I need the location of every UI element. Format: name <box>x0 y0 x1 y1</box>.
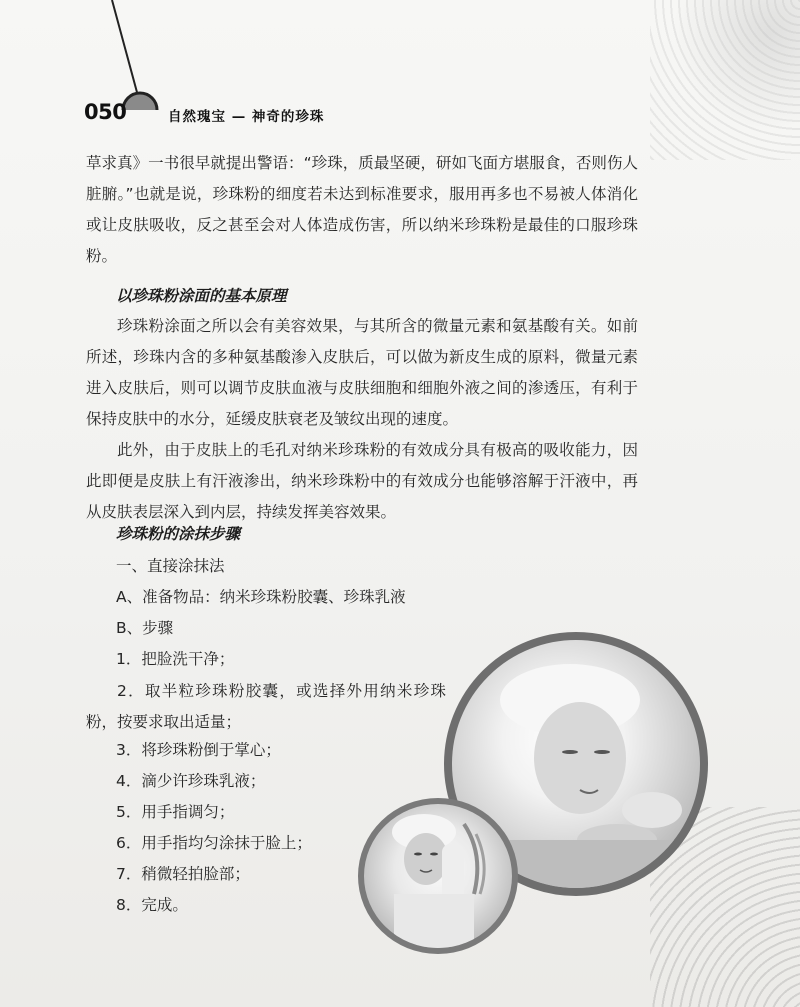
intro-paragraph: 草求真》一书很早就提出警语：“珍珠，质最坚硬，研如飞面方堪服食，否则伤人脏腑。”也就是说，珍珠粉的细度若未达到标准要求，服用再多也不易被人体消化或让皮肤吸收，反之甚至会对人体造成伤害，所以纳米珍珠粉是最佳的口服珍珠粉。 <box>86 154 638 265</box>
step-2-text: 2．取半粒珍珠粉胶囊，或选择外用纳米珍珠粉，按要求取出适量； <box>86 682 446 731</box>
photo-woman-with-towel <box>358 798 518 954</box>
method-title: 一、直接涂抹法 <box>116 557 225 575</box>
photo-small-illustration <box>364 804 512 948</box>
section-heading-steps: 珍珠粉的涂抹步骤 <box>116 524 241 543</box>
principle-paragraph-1: 珍珠粉涂面之所以会有美容效果，与其所含的微量元素和氨基酸有关。如前所述，珍珠内含的多种氨基酸渗入皮肤后，可以做为新皮生成的原料，微量元素进入皮肤后，则可以调节皮肤血液与皮肤细胞和细胞外液之间的渗透压，有利于保持皮肤中的水分，延缓皮肤衰老及皱纹出现的速度。 <box>86 317 638 428</box>
corner-pattern <box>650 0 800 160</box>
step-8: 8．完成。 <box>116 896 188 914</box>
running-header-title: 自然瑰宝 — 神奇的珍珠 <box>168 109 325 125</box>
step-2 <box>86 676 446 738</box>
steps-label: B、步骤 <box>116 619 174 637</box>
step-6: 6．用手指均匀涂抹于脸上； <box>116 834 312 852</box>
section-heading-principle: 以珍珠粉涂面的基本原理 <box>116 286 287 305</box>
step-5: 5．用手指调匀； <box>116 803 235 821</box>
step-3: 3．将珍珠粉倒于掌心； <box>116 741 281 759</box>
items-line: A、准备物品：纳米珍珠粉胶囊、珍珠乳液 <box>116 588 406 606</box>
step-7: 7．稍微轻拍脸部； <box>116 865 250 883</box>
intro-paragraph-block <box>86 148 638 272</box>
step-1: 1．把脸洗干净； <box>116 650 235 668</box>
step-4: 4．滴少许珍珠乳液； <box>116 772 266 790</box>
principle-body <box>86 311 638 528</box>
page-number: 050 <box>84 100 127 124</box>
header-decoration <box>0 0 160 110</box>
principle-paragraph-2: 此外，由于皮肤上的毛孔对纳米珍珠粉的有效成分具有极高的吸收能力，因此即便是皮肤上有汗液渗出，纳米珍珠粉中的有效成分也能够溶解于汗液中，再从皮肤表层深入到内层，持续发挥美容效果。 <box>86 441 638 521</box>
